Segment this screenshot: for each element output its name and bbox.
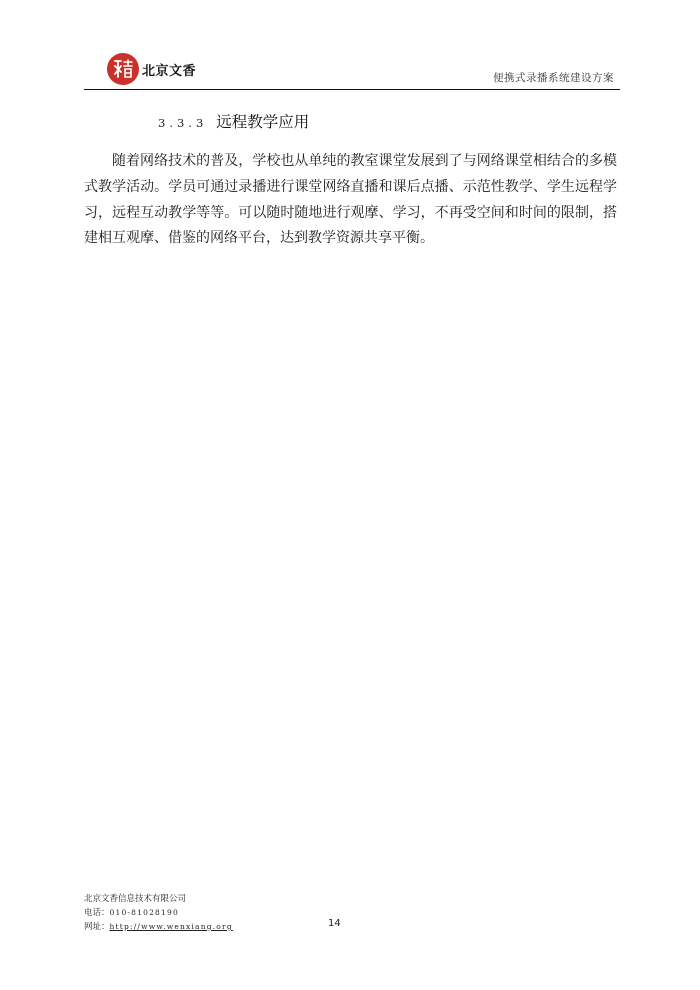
- section-heading: [158, 110, 309, 132]
- brand-name: 北京文香: [142, 64, 197, 79]
- footer-company: 北京文香信息技术有限公司: [84, 894, 187, 904]
- footer-website-link[interactable]: http://www.wenxiang.org: [109, 922, 233, 931]
- header-divider: [84, 89, 620, 90]
- page-number: 14: [328, 918, 341, 929]
- footer-phone-line: [84, 906, 233, 920]
- footer-website-label: 网址：: [84, 922, 110, 932]
- wenxiang-seal-logo-icon: [106, 52, 140, 86]
- footer-website-line: [84, 920, 233, 934]
- document-title: 便携式录播系统建设方案: [493, 72, 614, 84]
- section-title: 远程教学应用: [216, 113, 310, 131]
- section-number: 3.3.3: [158, 116, 208, 130]
- page-footer: [84, 893, 233, 934]
- page-header: [84, 48, 620, 90]
- body-paragraph: 随着网络技术的普及，学校也从单纯的教室课堂发展到了与网络课堂相结合的多模式教学活动。学员可通过录播进行课堂网络直播和课后点播、示范性教学、学生远程学习，远程互动教学等等。可以随时随地进行观摩、学习，不再受空间和时间的限制，搭建相互观摩、借鉴的网络平台，达到教学资源共享平衡。: [84, 153, 617, 247]
- footer-phone: 010-81028190: [109, 908, 179, 917]
- footer-phone-label: 电话：: [84, 908, 110, 918]
